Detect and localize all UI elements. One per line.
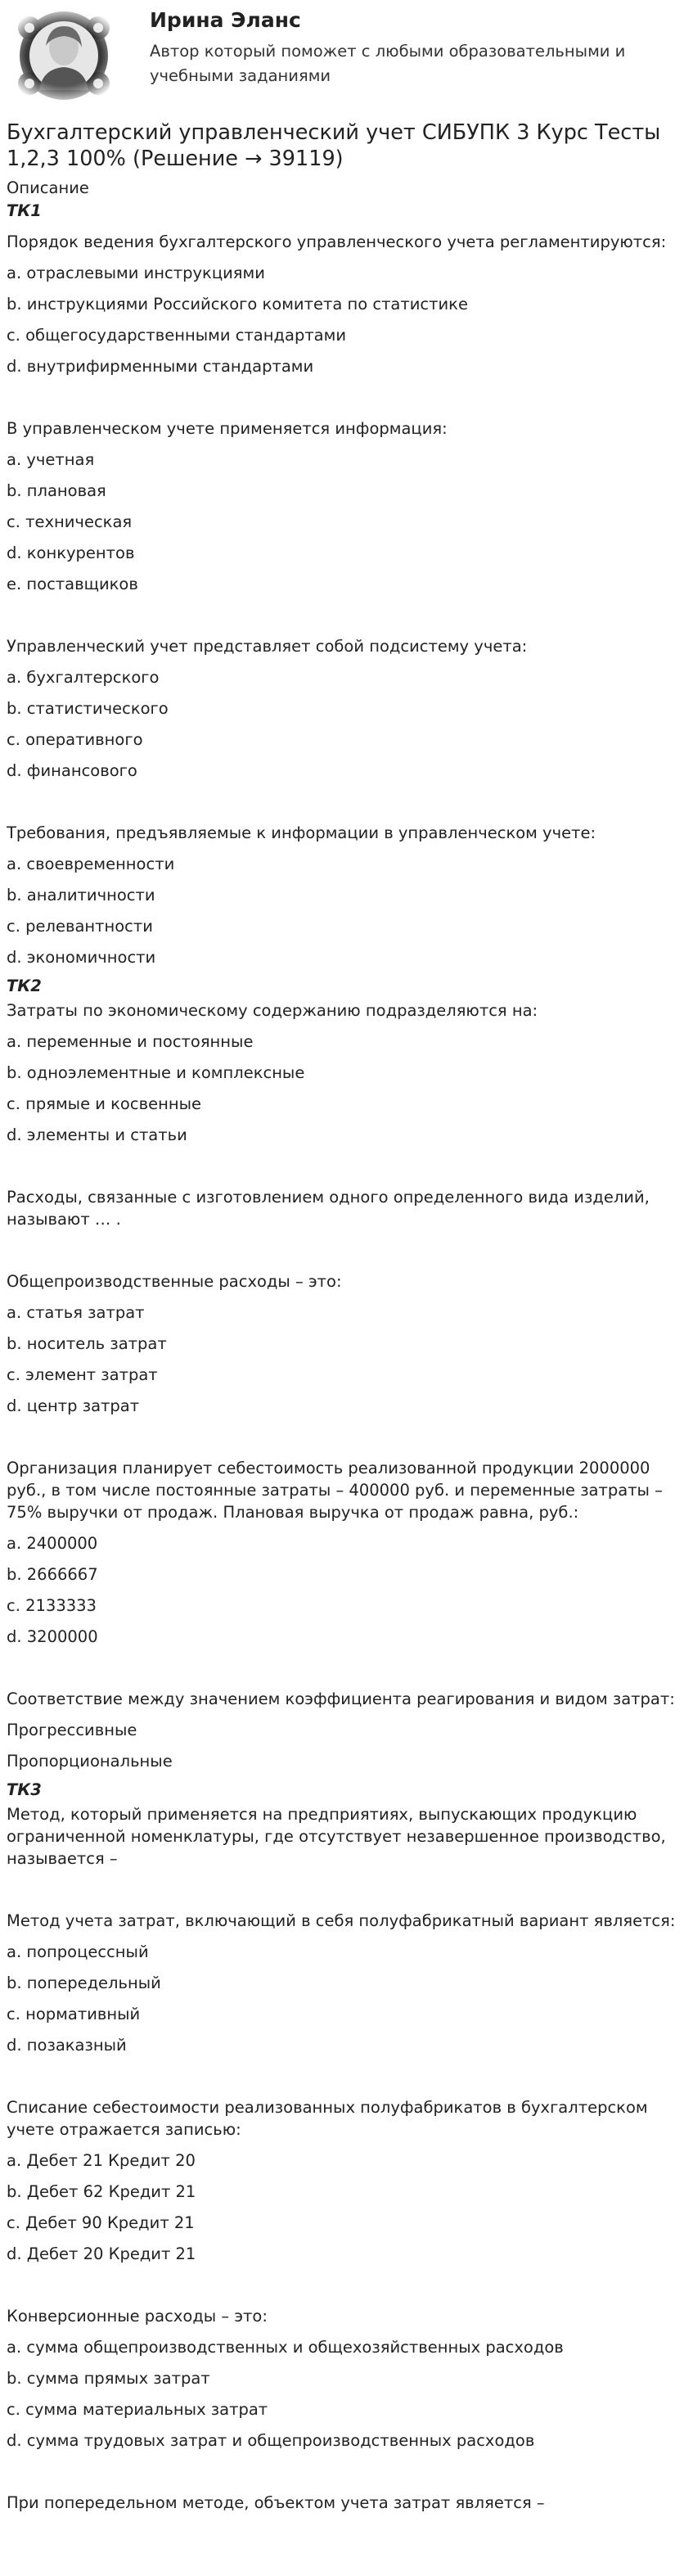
answer-option: Прогрессивные	[7, 1721, 137, 1739]
answer-option: d. финансового	[7, 761, 137, 780]
question-text: Общепроизводственные расходы – это:	[7, 1272, 342, 1291]
answer-option: d. сумма трудовых затрат и общепроизводственных расходов	[7, 2431, 535, 2450]
answer-option: a. статья затрат	[7, 1303, 145, 1322]
answer-option: a. своевременности	[7, 855, 175, 873]
question-text: Требования, предъявляемые к информации в управленческом учете:	[7, 823, 596, 842]
answer-options	[7, 666, 686, 782]
answer-options	[7, 262, 686, 377]
answer-option: c. релевантности	[7, 917, 153, 936]
answer-option: d. экономичности	[7, 948, 156, 967]
answer-option: d. 3200000	[7, 1627, 98, 1646]
answer-options	[7, 1532, 686, 1648]
answer-option: c. элемент затрат	[7, 1365, 158, 1384]
answer-options	[7, 449, 686, 595]
section-label: ТК3	[7, 1780, 42, 1799]
answer-option: a. отраслевыми инструкциями	[7, 264, 265, 282]
answer-option: b. Дебет 62 Кредит 21	[7, 2182, 196, 2201]
author-name[interactable]: Ирина Эланс	[150, 8, 301, 32]
question-text: Расходы, связанные с изготовлением одного определенного вида изделий, называют … .	[7, 1188, 650, 1229]
answer-option: b. аналитичности	[7, 886, 155, 905]
answer-option: e. поставщиков	[7, 575, 138, 593]
answer-option: a. переменные и постоянные	[7, 1032, 254, 1051]
answer-option: a. Дебет 21 Кредит 20	[7, 2151, 196, 2170]
answer-option: c. прямые и косвенные	[7, 1094, 201, 1113]
question-text: Конверсионные расходы – это:	[7, 2307, 268, 2326]
answer-option: b. сумма прямых затрат	[7, 2369, 210, 2388]
page-title: Бухгалтерский управленческий учет СИБУПК 3 Курс Тесты 1,2,3 100% (Решение → 39119)	[7, 120, 661, 171]
answer-options	[7, 2150, 686, 2265]
question-text: Метод, который применяется на предприятиях, выпускающих продукцию ограниченной номенклатуры, где отсутствует незавершенное производство, называется –	[7, 1805, 666, 1868]
question-text: Организация планирует себестоимость реализованной продукции 2000000 руб., в том числе постоянные затраты – 400000 руб. и переменные затраты – 75% выручки от продаж. Плановая выручка от продаж равна, руб.:	[7, 1459, 663, 1522]
answer-options	[7, 853, 686, 968]
answer-option: d. позаказный	[7, 2036, 127, 2055]
answer-option: a. сумма общепроизводственных и общехозяйственных расходов	[7, 2338, 564, 2357]
section-label: ТК2	[7, 977, 42, 995]
answer-option: d. Дебет 20 Кредит 21	[7, 2244, 196, 2263]
answer-option: d. конкурентов	[7, 544, 135, 562]
answer-option: b. плановая	[7, 481, 106, 500]
author-avatar[interactable]	[7, 10, 121, 102]
question-text: При попередельном методе, объектом учета затрат является –	[7, 2493, 545, 2512]
answer-options	[7, 2336, 686, 2452]
answer-options	[7, 1719, 686, 1772]
description-label: Описание	[7, 178, 89, 197]
answer-option: d. элементы и статьи	[7, 1126, 187, 1144]
test-content	[7, 200, 686, 2514]
answer-option: b. носитель затрат	[7, 1334, 167, 1353]
question-text: Соответствие между значением коэффициента реагирования и видом затрат:	[7, 1690, 675, 1708]
answer-options	[7, 1941, 686, 2056]
answer-options	[7, 1031, 686, 1146]
answer-option: a. учетная	[7, 450, 95, 469]
answer-option: c. нормативный	[7, 2005, 141, 2023]
answer-option: Пропорциональные	[7, 1752, 173, 1771]
answer-option: b. одноэлементные и комплексные	[7, 1063, 305, 1082]
answer-option: c. техническая	[7, 512, 133, 531]
author-header	[0, 0, 693, 111]
question-text: Метод учета затрат, включающий в себя полуфабрикатный вариант является:	[7, 1911, 676, 1930]
answer-option: c. общегосударственными стандартами	[7, 326, 347, 345]
answer-option: b. статистического	[7, 699, 169, 718]
answer-option: b. 2666667	[7, 1565, 98, 1584]
answer-option: a. бухгалтерского	[7, 668, 160, 687]
question-text: Порядок ведения бухгалтерского управленческого учета регламентируются:	[7, 232, 667, 251]
answer-option: d. центр затрат	[7, 1396, 140, 1415]
section-label: ТК1	[7, 201, 42, 220]
question-text: Управленческий учет представляет собой подсистему учета:	[7, 637, 528, 656]
question-text: Затраты по экономическому содержанию подразделяются на:	[7, 1001, 538, 1020]
answer-option: c. сумма материальных затрат	[7, 2400, 268, 2419]
answer-option: c. 2133333	[7, 1596, 97, 1615]
answer-option: c. Дебет 90 Кредит 21	[7, 2213, 195, 2232]
answer-option: b. инструкциями Российского комитета по статистике	[7, 295, 468, 314]
author-description: Автор который поможет с любыми образовательными и учебными заданиями	[150, 42, 626, 85]
answer-option: a. 2400000	[7, 1534, 98, 1553]
question-text: Списание себестоимости реализованных полуфабрикатов в бухгалтерском учете отражается записью:	[7, 2098, 648, 2139]
answer-option: d. внутрифирменными стандартами	[7, 357, 314, 376]
answer-option: a. попроцессный	[7, 1942, 149, 1961]
answer-options	[7, 1302, 686, 1417]
answer-option: b. попередельный	[7, 1974, 161, 1992]
answer-option: c. оперативного	[7, 730, 143, 749]
question-text: В управленческом учете применяется информация:	[7, 419, 448, 438]
